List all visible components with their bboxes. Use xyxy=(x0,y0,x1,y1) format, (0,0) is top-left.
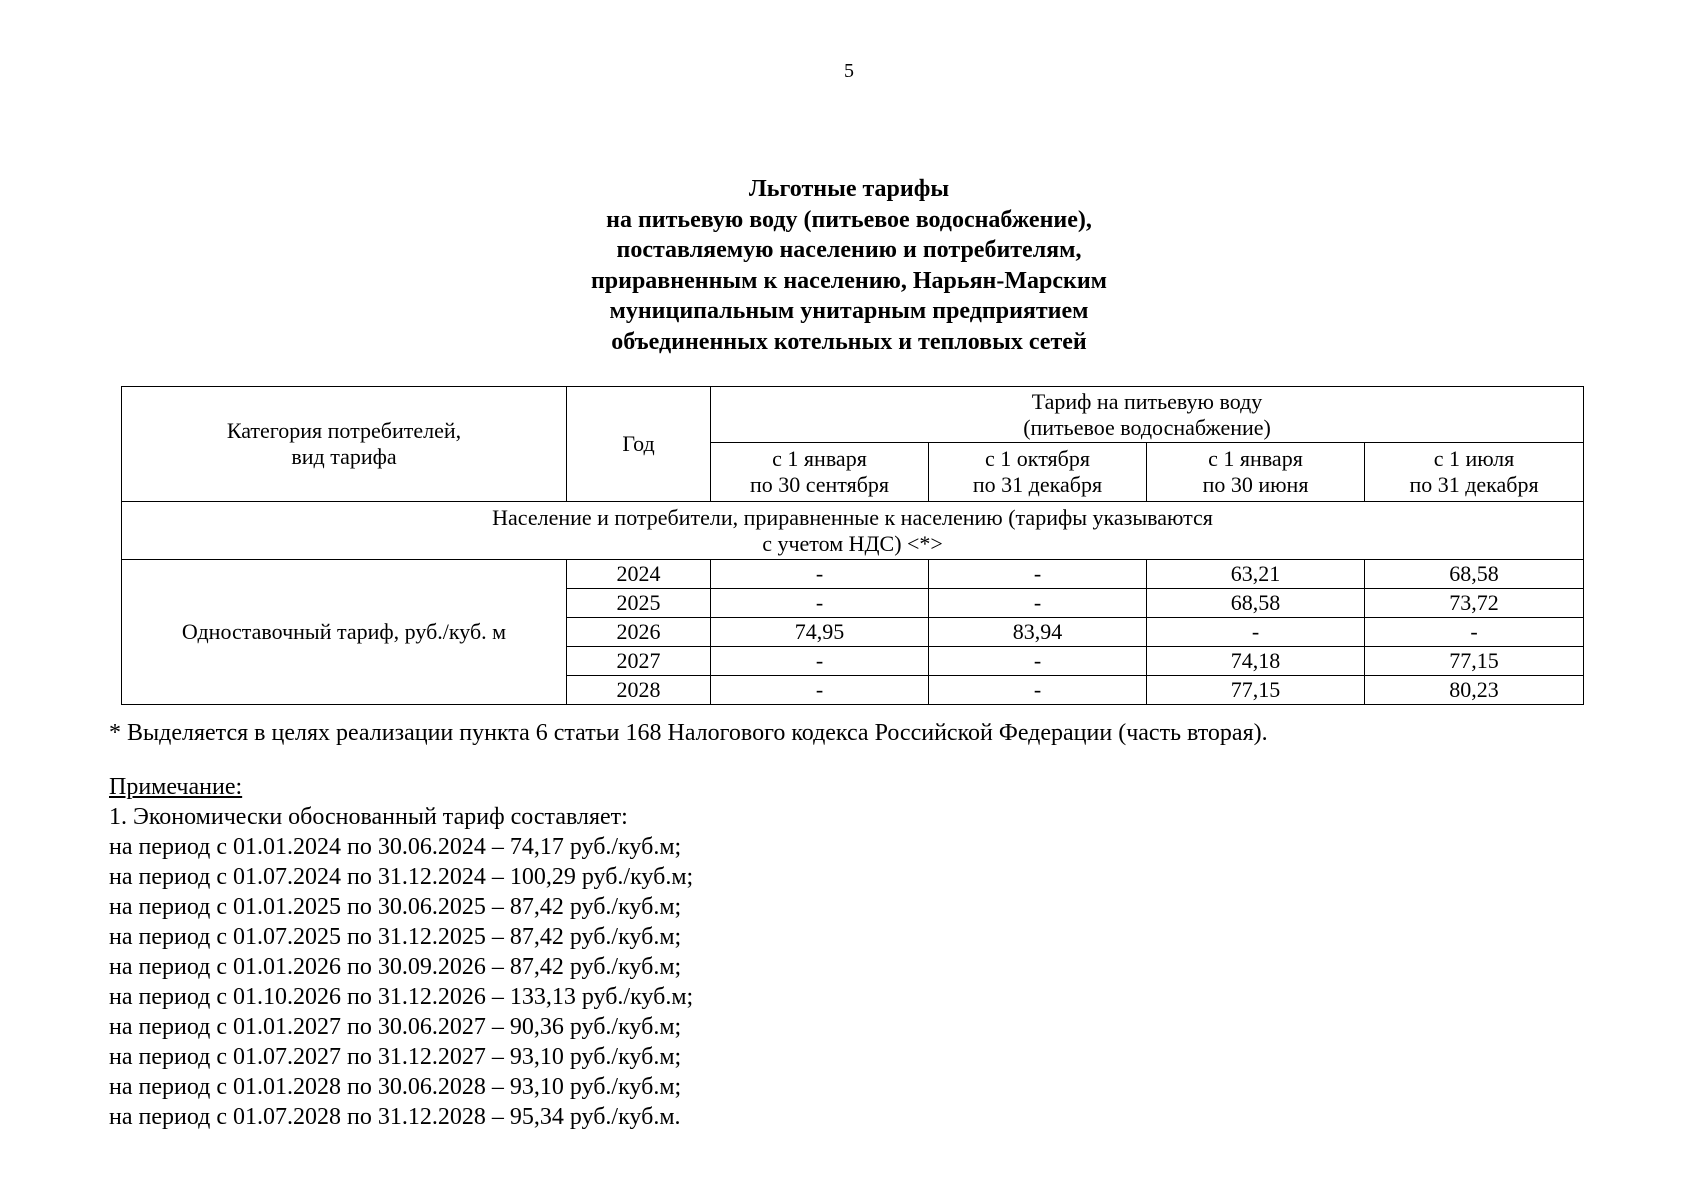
value-cell: 80,23 xyxy=(1365,676,1584,705)
title-line: Льготные тарифы xyxy=(748,176,950,202)
value-cell: 73,72 xyxy=(1365,589,1584,618)
year-cell: 2024 xyxy=(567,560,711,589)
notes-title: Примечание: xyxy=(109,774,243,800)
period-line: с 1 октября xyxy=(985,446,1090,471)
value-cell: - xyxy=(929,676,1147,705)
notes-section xyxy=(109,772,693,1132)
header-category-line: Категория потребителей, xyxy=(226,418,462,443)
year-cell: 2025 xyxy=(567,589,711,618)
notes-line: на период с 01.01.2025 по 30.06.2025 – 87,42 руб./куб.м; xyxy=(109,894,682,920)
notes-line: на период с 01.07.2027 по 31.12.2027 – 93,10 руб./куб.м; xyxy=(109,1044,682,1070)
table-header-row xyxy=(122,387,1584,443)
period-line: с 1 июля xyxy=(1433,446,1515,471)
year-cell: 2027 xyxy=(567,647,711,676)
year-cell: 2028 xyxy=(567,676,711,705)
notes-line: на период с 01.07.2024 по 31.12.2024 – 100,29 руб./куб.м; xyxy=(109,864,694,890)
header-tariff-group-cell xyxy=(711,387,1584,443)
title-line: объединенных котельных и тепловых сетей xyxy=(611,328,1087,355)
notes-line: на период с 01.07.2028 по 31.12.2028 – 95,34 руб./куб.м. xyxy=(109,1104,681,1130)
value-cell: - xyxy=(711,589,929,618)
page-number: 5 xyxy=(844,60,854,82)
header-tariff-line: Тариф на питьевую воду xyxy=(1031,388,1263,414)
header-period-cell xyxy=(711,443,929,502)
header-year-cell: Год xyxy=(567,387,711,502)
document-title xyxy=(0,174,1698,357)
header-period-cell xyxy=(1365,443,1584,502)
period-line: по 31 декабря xyxy=(972,472,1103,497)
value-cell: - xyxy=(711,676,929,705)
value-cell: - xyxy=(929,589,1147,618)
notes-line: на период с 01.01.2027 по 30.06.2027 – 90,36 руб./куб.м; xyxy=(109,1014,682,1040)
value-cell: 63,21 xyxy=(1147,560,1365,589)
period-line: с 1 января xyxy=(772,446,867,471)
year-cell: 2026 xyxy=(567,618,711,647)
header-period-cell xyxy=(929,443,1147,502)
tariff-table xyxy=(121,386,1584,705)
header-period-cell xyxy=(1147,443,1365,502)
header-category-line: вид тарифа xyxy=(291,444,397,469)
notes-line: на период с 01.01.2026 по 30.09.2026 – 87,42 руб./куб.м; xyxy=(109,954,682,980)
value-cell: - xyxy=(711,647,929,676)
title-line: на питьевую воду (питьевое водоснабжение), xyxy=(606,206,1092,233)
value-cell: - xyxy=(711,560,929,589)
notes-line: на период с 01.07.2025 по 31.12.2025 – 87,42 руб./куб.м; xyxy=(109,924,682,950)
notes-line: на период с 01.10.2026 по 31.12.2026 – 133,13 руб./куб.м; xyxy=(109,984,694,1010)
value-cell: 83,94 xyxy=(929,618,1147,647)
title-line: поставляемую населению и потребителям, xyxy=(616,237,1082,263)
value-cell: - xyxy=(929,560,1147,589)
section-line: с учетом НДС) <*> xyxy=(762,530,943,556)
notes-line: на период с 01.01.2024 по 30.06.2024 – 74,17 руб./куб.м; xyxy=(109,834,682,860)
value-cell: 74,18 xyxy=(1147,647,1365,676)
value-cell: - xyxy=(929,647,1147,676)
header-tariff-line: (питьевое водоснабжение) xyxy=(1023,414,1271,440)
value-cell: 74,95 xyxy=(711,618,929,647)
notes-intro: 1. Экономически обоснованный тариф составляет: xyxy=(109,804,628,830)
value-cell: 77,15 xyxy=(1365,647,1584,676)
period-line: по 30 сентября xyxy=(749,472,890,497)
section-cell xyxy=(122,502,1584,560)
section-line: Население и потребители, приравненные к населению (тарифы указываются xyxy=(492,504,1213,530)
table-section-row xyxy=(122,502,1584,560)
notes-line: на период с 01.01.2028 по 30.06.2028 – 93,10 руб./куб.м; xyxy=(109,1074,682,1100)
period-line: по 31 декабря xyxy=(1409,472,1539,497)
value-cell: - xyxy=(1365,618,1584,647)
value-cell: 68,58 xyxy=(1365,560,1584,589)
value-cell: 77,15 xyxy=(1147,676,1365,705)
period-line: по 30 июня xyxy=(1202,472,1309,497)
footnote: * Выделяется в целях реализации пункта 6 статьи 168 Налогового кодекса Российской Федерации (часть вторая). xyxy=(109,720,1268,746)
tariff-type-cell: Одноставочный тариф, руб./куб. м xyxy=(122,560,567,705)
header-category-cell xyxy=(122,387,567,502)
table-row xyxy=(122,560,1584,589)
value-cell: - xyxy=(1147,618,1365,647)
period-line: с 1 января xyxy=(1208,446,1303,471)
value-cell: 68,58 xyxy=(1147,589,1365,618)
title-line: приравненным к населению, Нарьян-Марским xyxy=(590,267,1108,294)
title-line: муниципальным унитарным предприятием xyxy=(609,298,1089,324)
